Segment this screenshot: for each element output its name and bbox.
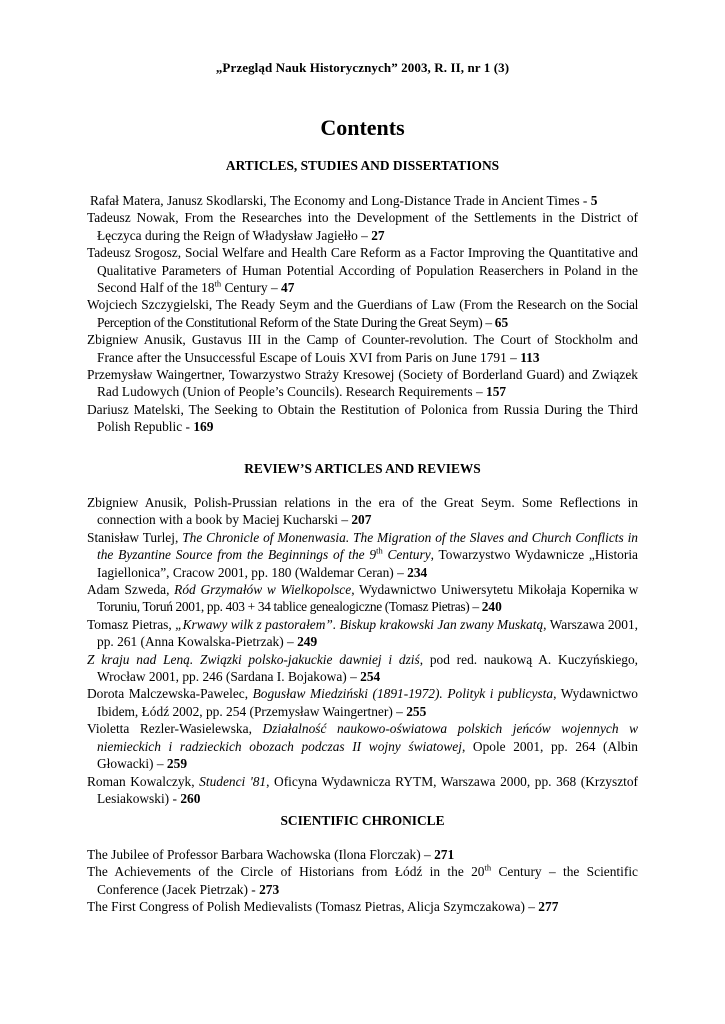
page-number: 249 xyxy=(297,634,318,650)
page-number: 260 xyxy=(180,790,201,806)
toc-entry: Tadeusz Srogosz, Social Welfare and Health Care Reform as a Factor Improving the Quantitative and Qualitative Parameters of Human Potential According of Population Reaserchers in Poland in the Second Half of the 18th Century – 47 xyxy=(87,245,638,296)
toc-entry: Adam Szweda, Ród Grzymałów w Wielkopolsce, Wydawnictwo Uniwersytetu Mikołaja Kopernika w Toruniu, Toruń 2001, pp. 403 + 34 tablice genealogiczne (Tomasz Pietras) – 240 xyxy=(87,582,638,615)
toc-entry: Tomasz Pietras, „Krwawy wilk z pastorałem”. Biskup krakowski Jan zwany Muskatą, Warszawa 2001, pp. 261 (Anna Kowalska-Pietrzak) – 249 xyxy=(87,616,638,650)
section-heading-reviews: REVIEW’S ARTICLES AND REVIEWS xyxy=(244,461,481,476)
toc-entry: Z kraju nad Leną. Związki polsko-jakuckie dawniej i dziś, pod red. naukową A. Kuczyńskiego, Wrocław 2001, pp. 246 (Sardana I. Bojakowa) – 254 xyxy=(87,651,638,685)
page-number: 255 xyxy=(406,703,427,719)
chronicle-list xyxy=(87,846,638,916)
page-number: 277 xyxy=(538,899,559,915)
page-number: 259 xyxy=(166,756,188,772)
toc-entry: Zbigniew Anusik, Polish-Prussian relations in the era of the Great Seym. Some Reflections in connection with a book by Maciej Kucharski – 207 xyxy=(87,495,638,528)
page-number: 169 xyxy=(193,419,214,435)
toc-entry: Dorota Malczewska-Pawelec, Bogusław Miedziński (1891-1972). Polityk i publicysta, Wydawnictwo Ibidem, Łódź 2002, pp. 254 (Przemysław Waingertner) – 255 xyxy=(87,686,638,719)
toc-entry: The Achievements of the Circle of Historians from Łódź in the 20th Century – the Scientific Conference (Jacek Pietrzak) - 273 xyxy=(87,862,638,897)
page-number: 47 xyxy=(281,280,295,296)
page-number: 113 xyxy=(520,349,540,365)
page-number: 5 xyxy=(590,193,598,208)
page-title: Contents xyxy=(320,115,405,140)
page-number: 240 xyxy=(481,599,502,615)
toc-entry: Wojciech Szczygielski, The Ready Seym and the Guerdians of Law (From the Research on the Social Perception of the Constitutional Reform of the State During the Great Seym) – 65 xyxy=(87,297,638,330)
toc-entry: The Jubilee of Professor Barbara Wachowska (Ilona Florczak) – 271 xyxy=(87,847,455,862)
toc-entry: The First Congress of Polish Medievalists (Tomasz Pietras, Alicja Szymczakowa) – 277 xyxy=(87,899,559,915)
section-heading-articles: ARTICLES, STUDIES AND DISSERTATIONS xyxy=(225,158,500,173)
articles-list xyxy=(87,192,638,436)
toc-entry: Zbigniew Anusik, Gustavus III in the Camp of Counter-revolution. The Court of Stockholm and France after the Unsuccessful Escape of Louis XVI from Paris on June 1791 – 113 xyxy=(87,332,638,365)
section-heading-chronicle: SCIENTIFIC CHRONICLE xyxy=(280,813,445,828)
page-number: 207 xyxy=(351,512,372,528)
page-number: 234 xyxy=(407,564,428,580)
toc-entry: Rafał Matera, Janusz Skodlarski, The Economy and Long-Distance Trade in Ancient Times - 5 xyxy=(90,193,598,208)
page-number: 254 xyxy=(360,669,381,685)
page-number: 271 xyxy=(434,847,455,862)
toc-entry: Roman Kowalczyk, Studenci '81, Oficyna Wydawnicza RYTM, Warszawa 2000, pp. 368 (Krzysztof Lesiakowski) - 260 xyxy=(87,773,639,806)
page-number: 273 xyxy=(259,881,280,897)
toc-entry: Dariusz Matelski, The Seeking to Obtain the Restitution of Polonica from Russia During the Third Polish Republic - 169 xyxy=(87,401,638,435)
toc-entry: Stanisław Turlej, The Chronicle of Monenwasia. The Migration of the Slaves and Church Conflicts in the Byzantine Source from the Beginnings of the 9th Century, Towarzystwo Wydawnicze „Historia Iagiellonica”, Cracow 2001, pp. 180 (Waldemar Ceran) – 234 xyxy=(87,529,638,580)
running-header: „Przegląd Nauk Historycznych” 2003, R. II, nr 1 (3) xyxy=(215,60,510,75)
reviews-list xyxy=(87,494,638,807)
page-number: 65 xyxy=(494,314,509,330)
toc-entry: Tadeusz Nowak, From the Researches into the Development of the Settlements in the District of Łęczyca during the Reign of Władysław Jagiełło – 27 xyxy=(87,210,638,243)
toc-entry: Violetta Rezler-Wasielewska, Działalność naukowo-oświatowa polskich jeńców wojennych w niemieckich i radzieckich obozach podczas II wojny światowej, Opole 2001, pp. 264 (Albin Głowacki) – 259 xyxy=(87,721,639,772)
toc-entry: Przemysław Waingertner, Towarzystwo Straży Kresowej (Society of Borderland Guard) and Związek Rad Ludowych (Union of People’s Councils). Research Requirements – 157 xyxy=(87,367,638,400)
page-number: 157 xyxy=(486,384,507,400)
page-number: 27 xyxy=(371,227,385,243)
